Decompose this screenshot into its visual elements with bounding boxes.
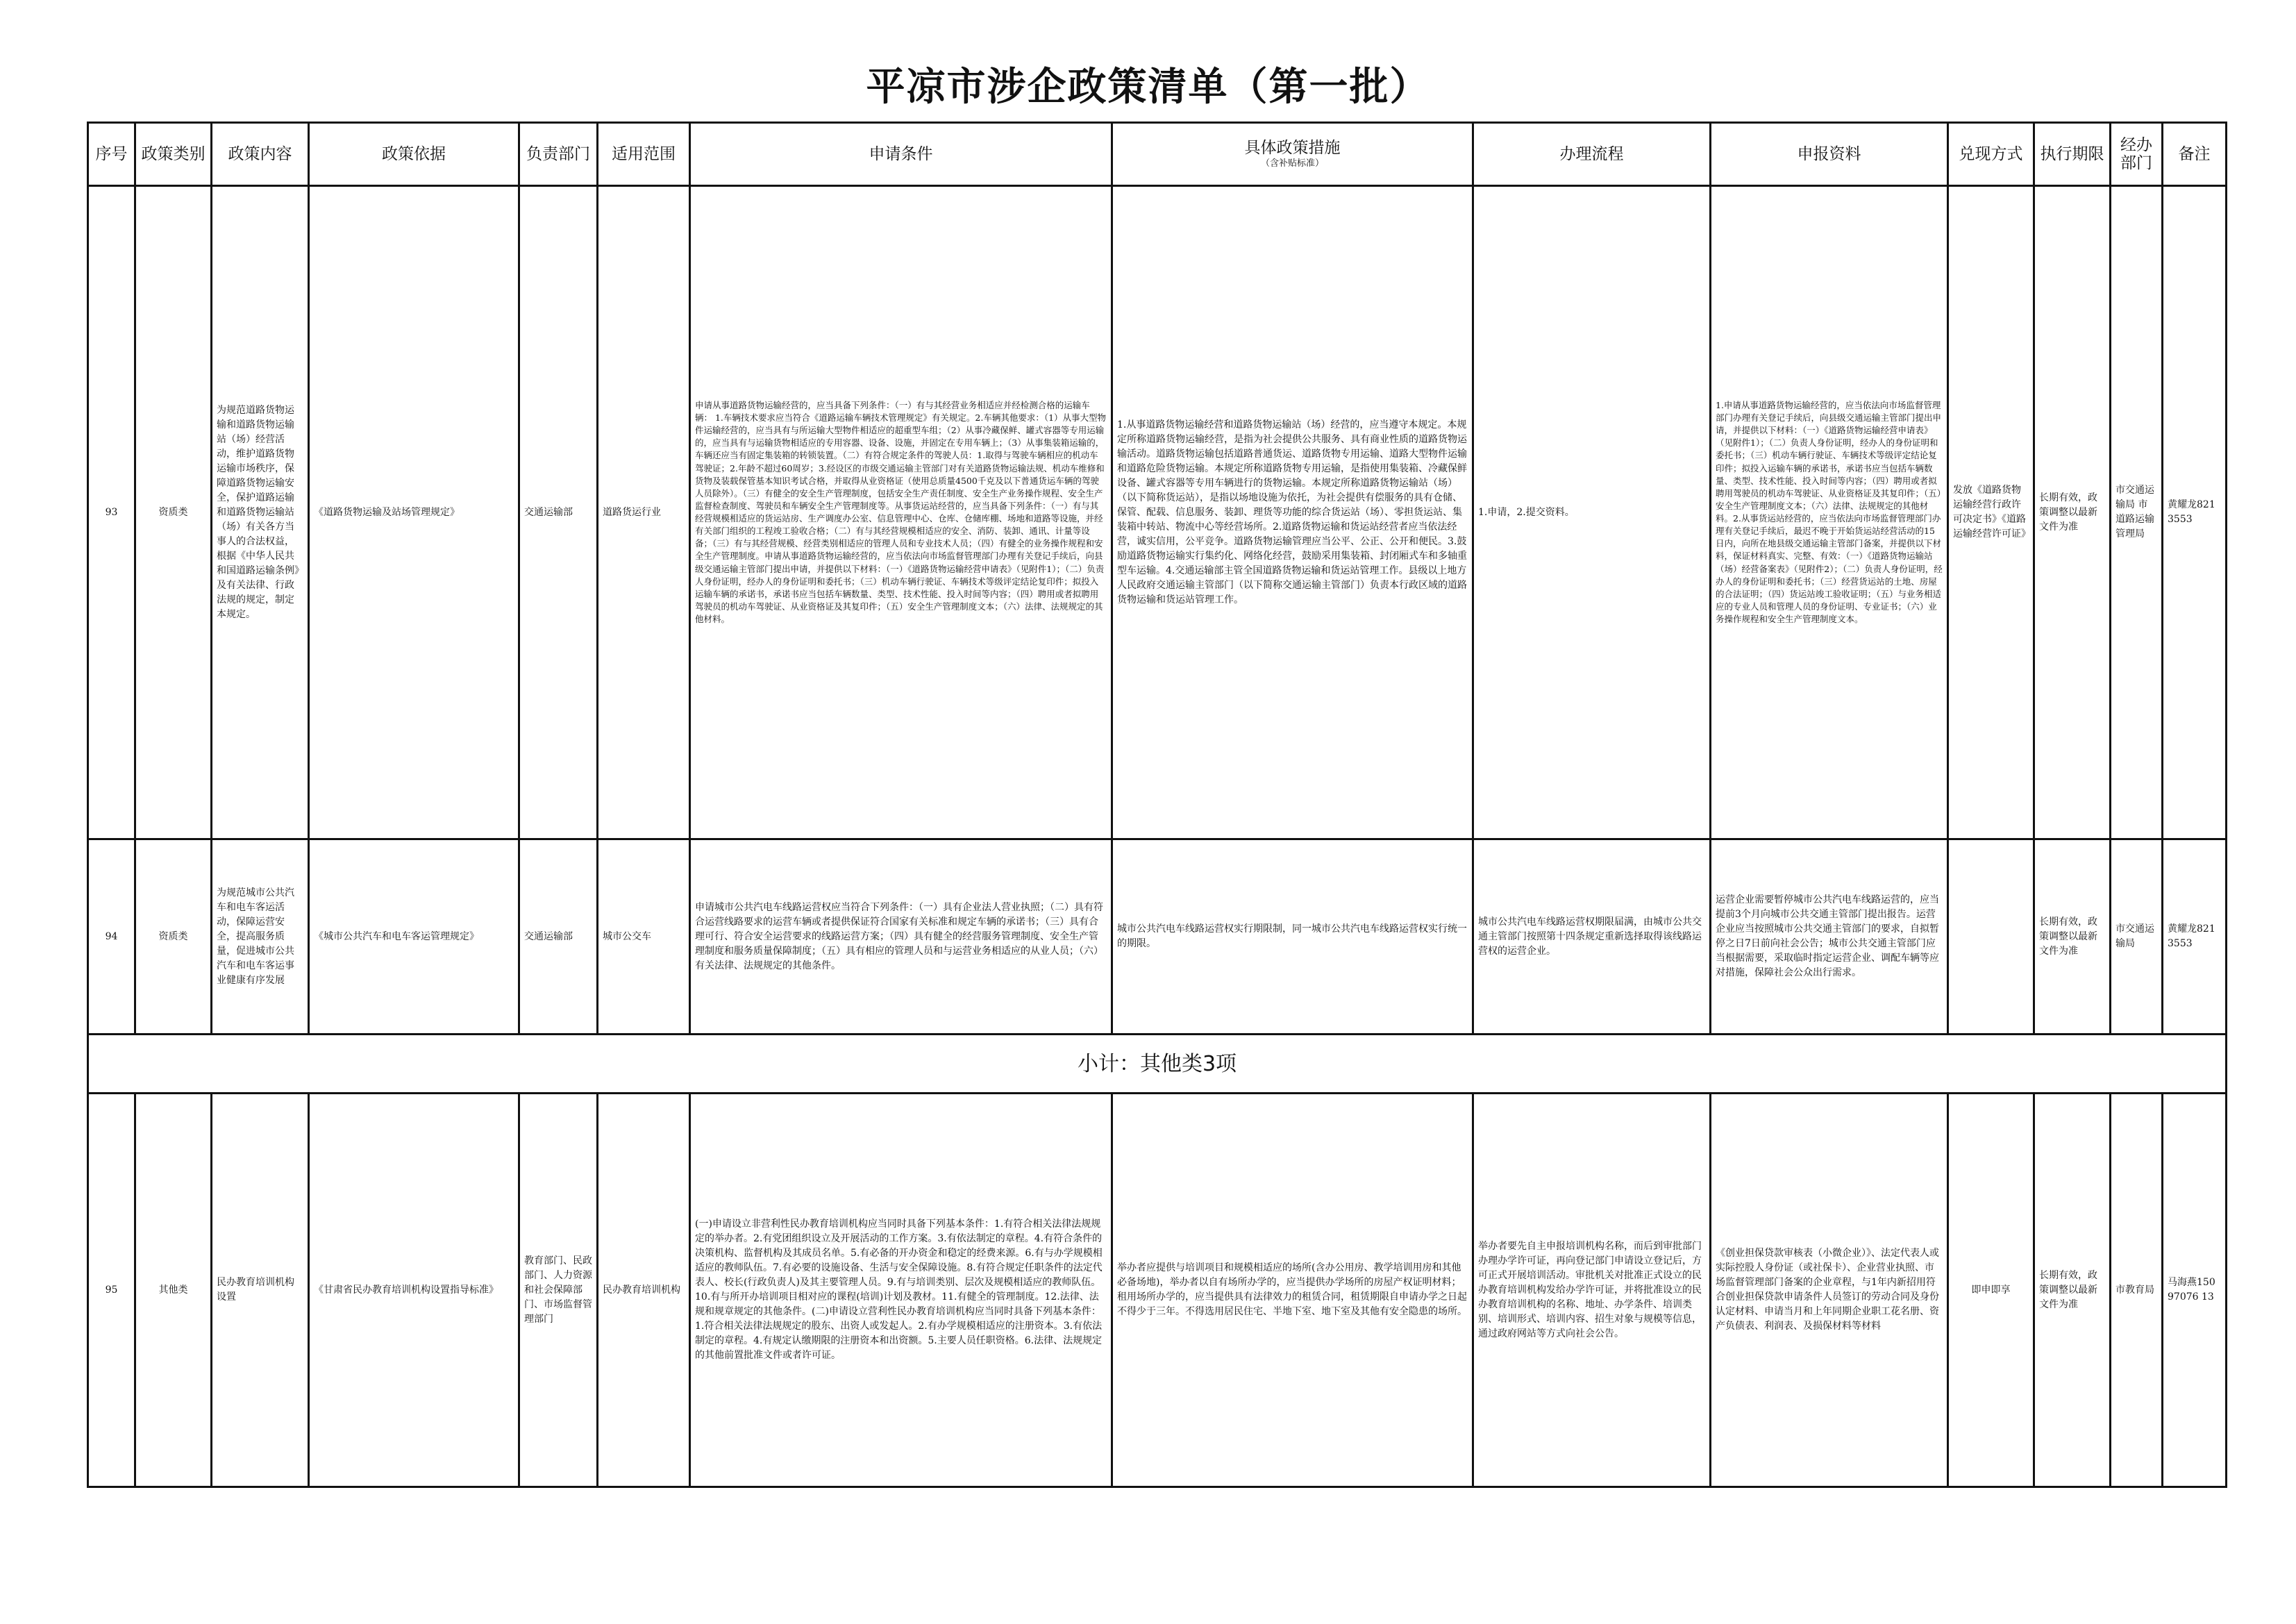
cell-measures: 举办者应提供与培训项目和规模相适应的场所(含办公用房、教学培训用房和其他必备场地)，举办者以自有场所办学的，应当提供办学场所的房屋产权证明材料；租用场所办学的，应当提供具有法律效力的租赁合同，租赁期限自申请办学之日起不得少于三年。不得选用居民住宅、半地下室、地下室及其他有安全隐患的场所。 [1112, 1094, 1473, 1487]
header-row [88, 123, 2227, 186]
cell-materials: 运营企业需要暂停城市公共汽电车线路运营的，应当提前3个月向城市公共交通主管部门提出报告。运营企业应当按照城市公共交通主管部门的要求，自拟暂停之日7日前向社会公告；城市公共交通主管部门应当根据需要，采取临时指定运营企业、调配车辆等应对措施，保障社会公众出行需求。 [1711, 839, 1948, 1035]
cell-conditions: (一)申请设立非营利性民办教育培训机构应当同时具备下列基本条件：1.有符合相关法律法规规定的举办者。2.有党团组织设立及开展活动的工作方案。3.有依法制定的章程。4.有符合条件的决策机构、监督机构及其成员名单。5.有必备的开办资金和稳定的经费来源。6.有与办学规模相适应的教师队伍。7.有必要的设施设备、生活与安全保障设施。8.有符合规定任职条件的法定代表人、校长(行政负责人)及其主要管理人员。9.有与培训类别、层次及规模相适应的教师队伍。10.有与所开办培训项目相对应的课程(培训)计划及教材。11.有健全的管理制度。12.法律、法规和规章规定的其他条件。(二)申请设立营利性民办教育培训机构应当同时具备下列基本条件：1.符合相关法律法规规定的股东、出资人或发起人。2.有办学规模相适应的注册资本。3.有依法制定的章程。4.有规定认缴期限的注册资本和出资额。5.主要人员任职资格。6.法律、法规规定的其他前置批准文件或者许可证。 [690, 1094, 1112, 1487]
subtotal-row [88, 1035, 2227, 1094]
cell-no: 94 [88, 839, 135, 1035]
header-conditions: 申请条件 [690, 123, 1112, 186]
cell-basis: 《甘肃省民办教育培训机构设置指导标准》 [309, 1094, 519, 1487]
cell-scope: 道路货运行业 [598, 186, 690, 839]
cell-process: 城市公共汽电车线路运营权期限届满，由城市公共交通主管部门按照第十四条规定重新选择取得该线路运营权的运营企业。 [1473, 839, 1711, 1035]
document-title: 平凉市涉企政策清单（第一批） [866, 64, 1430, 110]
cell-period: 长期有效，政策调整以最新文件为准 [2034, 1094, 2111, 1487]
cell-handler: 市教育局 [2111, 1094, 2163, 1487]
cell-department: 交通运输部 [519, 839, 598, 1035]
header-no: 序号 [88, 123, 135, 186]
cell-remark: 黄耀龙8213553 [2163, 186, 2227, 839]
cell-basis: 《城市公共汽车和电车客运管理规定》 [309, 839, 519, 1035]
header-measures-sub: （含补贴标准） [1260, 158, 1324, 169]
table-row [88, 1094, 2227, 1487]
cell-no: 93 [88, 186, 135, 839]
header-content: 政策内容 [212, 123, 309, 186]
cell-handler: 市交通运输局 [2111, 839, 2163, 1035]
cell-department: 交通运输部 [519, 186, 598, 839]
cell-measures: 1.从事道路货物运输经营和道路货物运输站（场）经营的，应当遵守本规定。本规定所称道路货物运输经营，是指为社会提供公共服务、具有商业性质的道路货物运输活动。道路货物运输包括道路普通货运、道路货物专用运输、道路大型物件运输和道路危险货物运输。本规定所称道路货物专用运输，是指使用集装箱、冷藏保鲜设备、罐式容器等专用车辆进行的货物运输。本规定所称道路货物运输站（场）（以下简称货运站），是指以场地设施为依托，为社会提供有偿服务的具有仓储、保管、配载、信息服务、装卸、理货等功能的综合货运站（场）、零担货运站、集装箱中转站、物流中心等经营场所。2.道路货物运输和货运站经营者应当依法经营，诚实信用，公平竞争。道路货物运输管理应当公平、公正、公开和便民。3.鼓励道路货物运输实行集约化、网络化经营，鼓励采用集装箱、封闭厢式车和多轴重型车运输。4.交通运输部主管全国道路货物运输和货运站管理工作。县级以上地方人民政府交通运输主管部门（以下简称交通运输主管部门）负责本行政区域的道路货物运输和货运站管理工作。 [1112, 186, 1473, 839]
cell-conditions: 申请从事道路货物运输经营的，应当具备下列条件：（一）有与其经营业务相适应并经检测合格的运输车辆： 1.车辆技术要求应当符合《道路运输车辆技术管理规定》有关规定。2.车辆其他要求：（1）从事大型物件运输经营的，应当具有与所运输大型物件相适应的超重型车组；（2）从事冷藏保鲜、罐式容器等专用运输的，应当具有与运输货物相适应的专用容器、设备、设施，并固定在专用车辆上；（3）从事集装箱运输的，车辆还应当有固定集装箱的转锁装置。（二）有符合规定条件的驾驶人员：1.取得与驾驶车辆相应的机动车驾驶证；2.年龄不超过60周岁；3.经设区的市级交通运输主管部门对有关道路货物运输法规、机动车维修和货物及装载保管基本知识考试合格，并取得从业资格证（使用总质量4500千克及以下普通货运车辆的驾驶人员除外）。（三）有健全的安全生产管理制度，包括安全生产责任制度、安全生产业务操作规程、安全生产监督检查制度、驾驶员和车辆安全生产管理制度等。从事货运站经营的，应当具备下列条件：（一）有与其经营规模相适应的货运站房、生产调度办公室、信息管理中心、仓库、仓储库棚、场地和道路等设施，并经有关部门组织的工程竣工验收合格；（二）有与其经营规模相适应的安全、消防、装卸、通讯、计量等设备；（三）有与其经营规模、经营类别相适应的管理人员和专业技术人员；（四）有健全的业务操作规程和安全生产管理制度。申请从事道路货物运输经营的，应当依法向市场监督管理部门办理有关登记手续后，向县级交通运输主管部门提出申请，并提供以下材料：（一）《道路货物运输经营申请表》（见附件1）；（二）负责人身份证明，经办人的身份证明和委托书；（三）机动车辆行驶证、车辆技术等级评定结论复印件；拟投入运输车辆的承诺书，承诺书应当包括车辆数量、类型、技术性能、投入时间等内容；（四）聘用或者拟聘用驾驶员的机动车驾驶证、从业资格证及其复印件；（五）安全生产管理制度文本；（六）法律、法规规定的其他材料。 [690, 186, 1112, 839]
header-period: 执行期限 [2034, 123, 2111, 186]
cell-scope: 城市公交车 [598, 839, 690, 1035]
table-row [88, 186, 2227, 839]
header-method: 兑现方式 [1948, 123, 2034, 186]
cell-remark: 黄耀龙8213553 [2163, 839, 2227, 1035]
header-handler: 经办部门 [2111, 123, 2163, 186]
cell-measures: 城市公共汽电车线路运营权实行期限制，同一城市公共汽电车线路运营权实行统一的期限。 [1112, 839, 1473, 1035]
cell-period: 长期有效，政策调整以最新文件为准 [2034, 839, 2111, 1035]
subtotal-label: 小计：其他类3项 [88, 1035, 2227, 1094]
cell-category: 资质类 [135, 839, 212, 1035]
cell-materials: 《创业担保贷款审核表（小微企业）》、法定代表人或实际控股人身份证（或社保卡）、企业营业执照、市场监督管理部门备案的企业章程，与1年内新招用符合创业担保贷款申请条件人员签订的劳动合同及身份认定材料、申请当月和上年同期企业职工花名册、资产负债表、利润表、及损保材料等材料 [1711, 1094, 1948, 1487]
cell-remark: 马海燕15097076 13 [2163, 1094, 2227, 1487]
cell-category: 其他类 [135, 1094, 212, 1487]
cell-handler: 市交通运输局 市道路运输管理局 [2111, 186, 2163, 839]
header-department: 负责部门 [519, 123, 598, 186]
cell-basis: 《道路货物运输及站场管理规定》 [309, 186, 519, 839]
cell-department: 教育部门、民政部门、人力资源和社会保障部门、市场监督管理部门 [519, 1094, 598, 1487]
header-measures-label: 具体政策措施 [1244, 139, 1341, 158]
header-scope: 适用范围 [598, 123, 690, 186]
cell-method: 发放《道路货物运输经营行政许可决定书》《道路运输经营许可证》 [1948, 186, 2034, 839]
cell-category: 资质类 [135, 186, 212, 839]
cell-content: 民办教育培训机构设置 [212, 1094, 309, 1487]
header-materials: 申报资料 [1711, 123, 1948, 186]
cell-period: 长期有效，政策调整以最新文件为准 [2034, 186, 2111, 839]
cell-method: 即申即享 [1948, 1094, 2034, 1487]
cell-content: 为规范城市公共汽车和电车客运活动，保障运营安全，提高服务质量，促进城市公共汽车和电车客运事业健康有序发展 [212, 839, 309, 1035]
cell-materials: 1.申请从事道路货物运输经营的，应当依法向市场监督管理部门办理有关登记手续后，向县级交通运输主管部门提出申请，并提供以下材料：（一）《道路货物运输经营申请表》（见附件1）；（二）负责人身份证明，经办人的身份证明和委托书；（三）机动车辆行驶证、车辆技术等级评定结论复印件；拟投入运输车辆的承诺书，承诺书应当包括车辆数量、类型、技术性能、投入时间等内容；（四）聘用或者拟聘用驾驶员的机动车驾驶证、从业资格证及其复印件；（五）安全生产管理制度文本；（六）法律、法规规定的其他材料。2.从事货运站经营的，应当依法向市场监督管理部门办理有关登记手续后，最迟不晚于开始货运站经营活动的15日内，向所在地县级交通运输主管部门备案，并提供以下材料，保证材料真实、完整、有效：（一）《道路货物运输站（场）经营备案表》（见附件2）；（二）负责人身份证明，经办人的身份证明和委托书；（三）经营货运站的土地、房屋的合法证明；（四）货运站竣工验收证明；（五）与业务相适应的专业人员和管理人员的身份证明、专业证书；（六）业务操作规程和安全生产管理制度文本。 [1711, 186, 1948, 839]
header-basis: 政策依据 [309, 123, 519, 186]
cell-conditions: 申请城市公共汽电车线路运营权应当符合下列条件：（一）具有企业法人营业执照；（二）具有符合运营线路要求的运营车辆或者提供保证符合国家有关标准和规定车辆的承诺书；（三）具有合理可行、符合安全运营要求的线路运营方案；（四）具有健全的经营服务管理制度、安全生产管理制度和服务质量保障制度；（五）具有相应的管理人员和与运营业务相适应的从业人员；（六）有关法律、法规规定的其他条件。 [690, 839, 1112, 1035]
cell-scope: 民办教育培训机构 [598, 1094, 690, 1487]
table-row [88, 839, 2227, 1035]
cell-process: 举办者要先自主申报培训机构名称，而后到审批部门办理办学许可证，再向登记部门申请设立登记后，方可正式开展培训活动。审批机关对批准正式设立的民办教育培训机构发给办学许可证，并将批准设立的民办教育培训机构的名称、地址、办学条件、培训类别、培训形式、培训内容、招生对象与规模等信息，通过政府网站等方式向社会公告。 [1473, 1094, 1711, 1487]
cell-method [1948, 839, 2034, 1035]
header-process: 办理流程 [1473, 123, 1711, 186]
header-category: 政策类别 [135, 123, 212, 186]
header-remark: 备注 [2163, 123, 2227, 186]
cell-no: 95 [88, 1094, 135, 1487]
header-measures [1112, 123, 1473, 186]
cell-process: 1.申请，2.提交资料。 [1473, 186, 1711, 839]
policy-table [87, 122, 2227, 1488]
cell-content: 为规范道路货物运输和道路货物运输站（场）经营活动，维护道路货物运输市场秩序，保障道路货物运输安全，保护道路运输和道路货物运输站（场）有关各方当事人的合法权益，根据《中华人民共和国道路运输条例》及有关法律、行政法规的规定，制定本规定。 [212, 186, 309, 839]
